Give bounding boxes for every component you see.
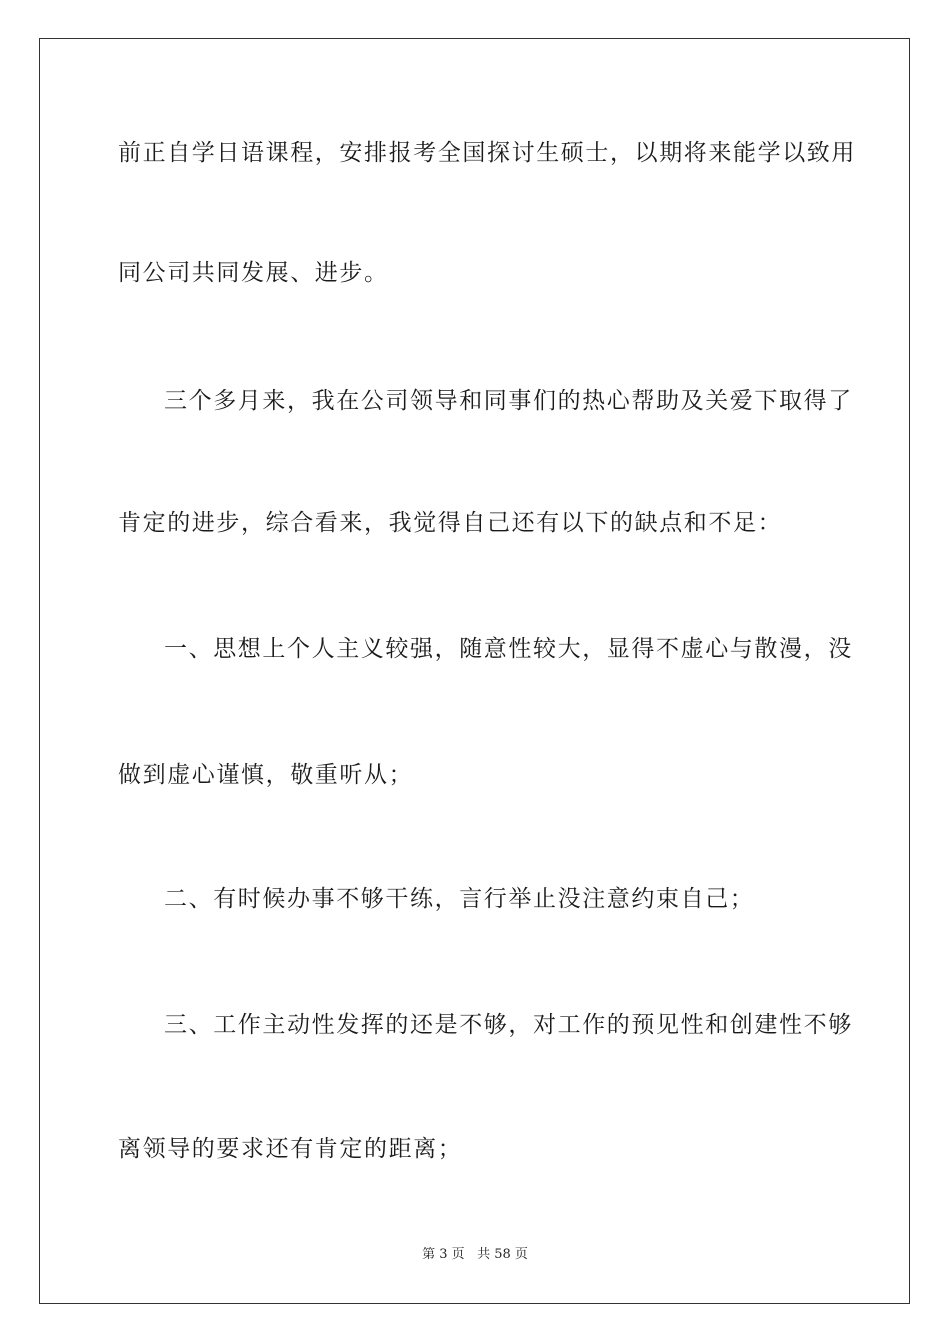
paragraph-first-line: 三个多月来，我在公司领导和同事们的热心帮助及关爱下取得了 — [164, 388, 853, 414]
body-line: 做到虚心谨慎，敬重听从； — [118, 762, 414, 788]
paragraph-first-line: 三、工作主动性发挥的还是不够，对工作的预见性和创建性不够 — [164, 1012, 853, 1038]
paragraph-first-line: 二、有时候办事不够干练，言行举止没注意约束自己； — [164, 886, 755, 912]
body-line: 离领导的要求还有肯定的距离； — [118, 1136, 463, 1162]
page-number: 第 3 页 — [422, 1247, 465, 1262]
page-footer — [0, 1246, 950, 1264]
total-pages: 共 58 页 — [477, 1247, 528, 1262]
paragraph-first-line: 一、思想上个人主义较强，随意性较大，显得不虚心与散漫，没 — [164, 636, 853, 662]
body-line: 前正自学日语课程，安排报考全国探讨生硕士，以期将来能学以致用 — [118, 140, 856, 166]
page-border — [39, 38, 910, 1304]
body-line: 肯定的进步，综合看来，我觉得自己还有以下的缺点和不足： — [118, 510, 783, 536]
body-line: 同公司共同发展、进步。 — [118, 260, 389, 286]
